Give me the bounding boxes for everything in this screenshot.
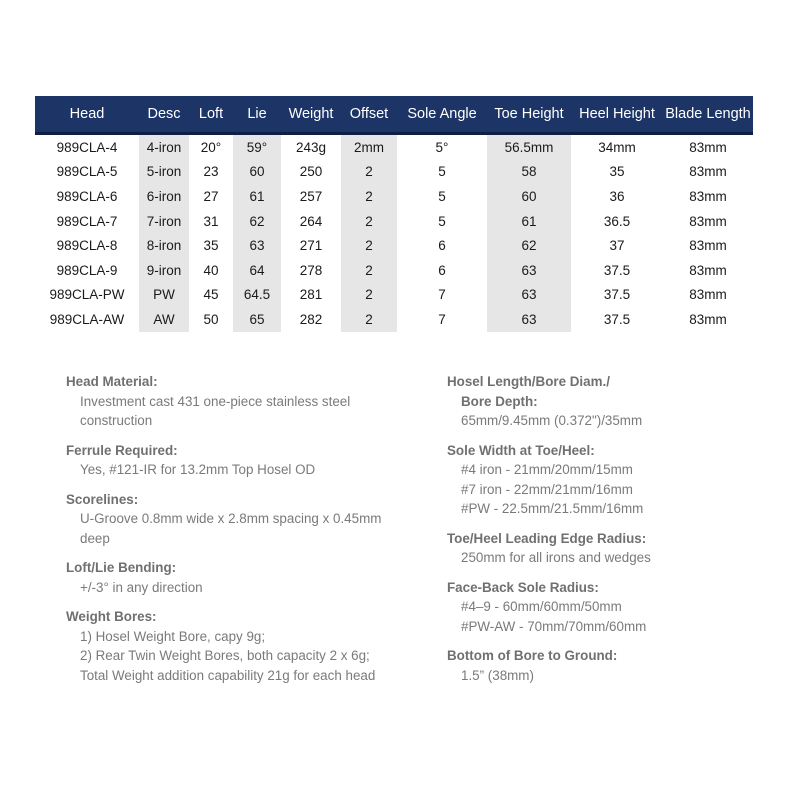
cell-blade-length: 83mm [689, 238, 727, 254]
spec-value: #4 iron - 21mm/20mm/15mm [461, 462, 633, 477]
spec-value: Investment cast 431 one-piece stainless steel [80, 393, 351, 409]
cell-loft: 20° [200, 139, 222, 155]
spec-value: #4–9 - 60mm/60mm/50mm [461, 599, 622, 614]
spec-group [447, 372, 767, 431]
col-header-toe-height: Toe Height [487, 96, 571, 134]
table-row [35, 134, 753, 160]
spec-value: +/-3° in any direction [80, 579, 203, 595]
spec-value: deep [80, 530, 110, 546]
cell-offset: 2 [341, 160, 397, 185]
cell-sole-angle: 5 [438, 188, 446, 204]
cell-weight: 271 [299, 238, 323, 254]
cell-heel-height: 37 [609, 238, 625, 254]
cell-weight: 243g [295, 139, 327, 155]
spec-group [66, 490, 416, 549]
col-header-lie: Lie [233, 96, 281, 134]
spec-label: Loft/Lie Bending: [66, 560, 177, 575]
table-body [35, 134, 753, 332]
spec-value: #PW-AW - 70mm/70mm/60mm [461, 618, 647, 634]
spec-value: Yes, #121-IR for 13.2mm Top Hosel OD [80, 462, 316, 477]
col-header-weight: Weight [281, 96, 341, 134]
spec-value: 65mm/9.45mm (0.372")/35mm [461, 413, 643, 428]
cell-blade-length: 83mm [689, 164, 727, 180]
cell-toe-height: 62 [487, 233, 571, 258]
cell-offset: 2 [341, 283, 397, 308]
cell-offset: 2 [341, 258, 397, 283]
cell-head: 989CLA-5 [56, 164, 118, 180]
cell-lie: 64.5 [233, 283, 281, 308]
spec-group [66, 607, 416, 685]
col-header-sole-angle: Sole Angle [397, 96, 487, 134]
cell-loft: 31 [203, 213, 219, 229]
cell-heel-height: 34mm [598, 139, 636, 155]
spec-label: Face-Back Sole Radius: [447, 579, 599, 595]
cell-head: 989CLA-8 [56, 238, 118, 254]
cell-desc: 9-iron [139, 258, 189, 283]
cell-lie: 65 [233, 307, 281, 332]
cell-desc: AW [139, 307, 189, 332]
spec-label: Scorelines: [66, 491, 139, 507]
cell-toe-height: 63 [487, 307, 571, 332]
spec-group [447, 578, 767, 637]
cell-loft: 35 [203, 238, 219, 254]
cell-weight: 257 [299, 188, 323, 204]
cell-heel-height: 35 [609, 164, 625, 180]
cell-offset: 2mm [341, 134, 397, 160]
spec-label: Head Material: [66, 374, 158, 389]
spec-value: 1.5” (38mm) [461, 667, 534, 683]
spec-label-continued: Bore Depth: [461, 393, 538, 409]
cell-desc: 7-iron [139, 209, 189, 234]
cell-toe-height: 58 [487, 160, 571, 185]
cell-sole-angle: 7 [438, 311, 446, 327]
spec-label: Toe/Heel Leading Edge Radius: [447, 530, 647, 546]
col-header-offset: Offset [341, 96, 397, 134]
cell-sole-angle: 6 [438, 262, 446, 278]
left-spec-column [66, 372, 416, 695]
right-spec-column [447, 372, 767, 695]
cell-offset: 2 [341, 307, 397, 332]
cell-loft: 50 [203, 311, 219, 327]
cell-desc: 8-iron [139, 233, 189, 258]
cell-blade-length: 83mm [689, 188, 727, 204]
cell-lie: 62 [233, 209, 281, 234]
spec-table [35, 96, 753, 332]
table-row [35, 160, 753, 185]
spec-value: #7 iron - 22mm/21mm/16mm [461, 481, 633, 497]
cell-sole-angle: 6 [438, 238, 446, 254]
table-row [35, 307, 753, 332]
spec-group [447, 646, 767, 685]
cell-head: 989CLA-4 [56, 139, 118, 155]
spec-group [66, 558, 416, 597]
cell-sole-angle: 5 [438, 164, 446, 180]
table-row [35, 258, 753, 283]
spec-value: Total Weight addition capability 21g for each head [80, 667, 376, 683]
spec-label: Hosel Length/Bore Diam./ [447, 374, 610, 389]
cell-offset: 2 [341, 209, 397, 234]
cell-toe-height: 61 [487, 209, 571, 234]
cell-heel-height: 36 [609, 188, 625, 204]
cell-lie: 60 [233, 160, 281, 185]
spec-group [447, 441, 767, 519]
spec-label: Bottom of Bore to Ground: [447, 648, 618, 663]
spec-label: Ferrule Required: [66, 442, 178, 458]
spec-group [447, 529, 767, 568]
spec-value: 250mm for all irons and wedges [461, 550, 651, 565]
cell-lie: 59° [233, 134, 281, 160]
table-row [35, 233, 753, 258]
cell-loft: 40 [203, 262, 219, 278]
table-row [35, 209, 753, 234]
cell-weight: 264 [299, 213, 323, 229]
cell-blade-length: 83mm [689, 311, 727, 327]
table-row [35, 184, 753, 209]
cell-lie: 61 [233, 184, 281, 209]
col-header-head: Head [35, 96, 139, 134]
cell-desc: PW [139, 283, 189, 308]
cell-loft: 27 [203, 188, 219, 204]
spec-group [66, 441, 416, 480]
cell-desc: 5-iron [139, 160, 189, 185]
cell-head: 989CLA-6 [56, 188, 118, 204]
cell-heel-height: 37.5 [603, 287, 631, 303]
cell-heel-height: 37.5 [603, 262, 631, 278]
cell-toe-height: 60 [487, 184, 571, 209]
cell-blade-length: 83mm [689, 262, 727, 278]
table-row [35, 283, 753, 308]
cell-offset: 2 [341, 233, 397, 258]
cell-toe-height: 63 [487, 258, 571, 283]
cell-heel-height: 36.5 [603, 213, 631, 229]
col-header-heel-height: Heel Height [571, 96, 663, 134]
col-header-loft: Loft [189, 96, 233, 134]
spec-value: U-Groove 0.8mm wide x 2.8mm spacing x 0.45mm [80, 511, 382, 526]
cell-blade-length: 83mm [689, 139, 727, 155]
spec-value: construction [80, 413, 153, 428]
spec-label: Weight Bores: [66, 609, 157, 624]
cell-lie: 64 [233, 258, 281, 283]
cell-head: 989CLA-PW [49, 287, 125, 303]
cell-offset: 2 [341, 184, 397, 209]
cell-desc: 6-iron [139, 184, 189, 209]
cell-lie: 63 [233, 233, 281, 258]
cell-heel-height: 37.5 [603, 311, 631, 327]
cell-sole-angle: 5 [438, 213, 446, 229]
cell-weight: 282 [299, 311, 323, 327]
spec-value: 1) Hosel Weight Bore, capy 9g; [80, 628, 266, 644]
cell-loft: 45 [203, 287, 219, 303]
cell-head: 989CLA-9 [56, 262, 118, 278]
col-header-desc: Desc [139, 96, 189, 134]
col-header-blade-length: Blade Length [663, 96, 753, 134]
cell-head: 989CLA-AW [49, 311, 125, 327]
cell-weight: 278 [299, 262, 323, 278]
cell-weight: 250 [299, 164, 323, 180]
cell-desc: 4-iron [139, 134, 189, 160]
cell-sole-angle: 7 [438, 287, 446, 303]
cell-weight: 281 [299, 287, 323, 303]
cell-head: 989CLA-7 [56, 213, 118, 229]
cell-blade-length: 83mm [689, 287, 727, 303]
cell-toe-height: 63 [487, 283, 571, 308]
spec-label: Sole Width at Toe/Heel: [447, 442, 595, 458]
cell-toe-height: 56.5mm [487, 134, 571, 160]
spec-group [66, 372, 416, 431]
table-header-row [35, 96, 753, 134]
cell-blade-length: 83mm [689, 213, 727, 229]
spec-value: 2) Rear Twin Weight Bores, both capacity 2 x 6g; [80, 648, 370, 663]
spec-value: #PW - 22.5mm/21.5mm/16mm [461, 501, 644, 516]
cell-sole-angle: 5° [435, 139, 449, 155]
cell-loft: 23 [203, 164, 219, 180]
